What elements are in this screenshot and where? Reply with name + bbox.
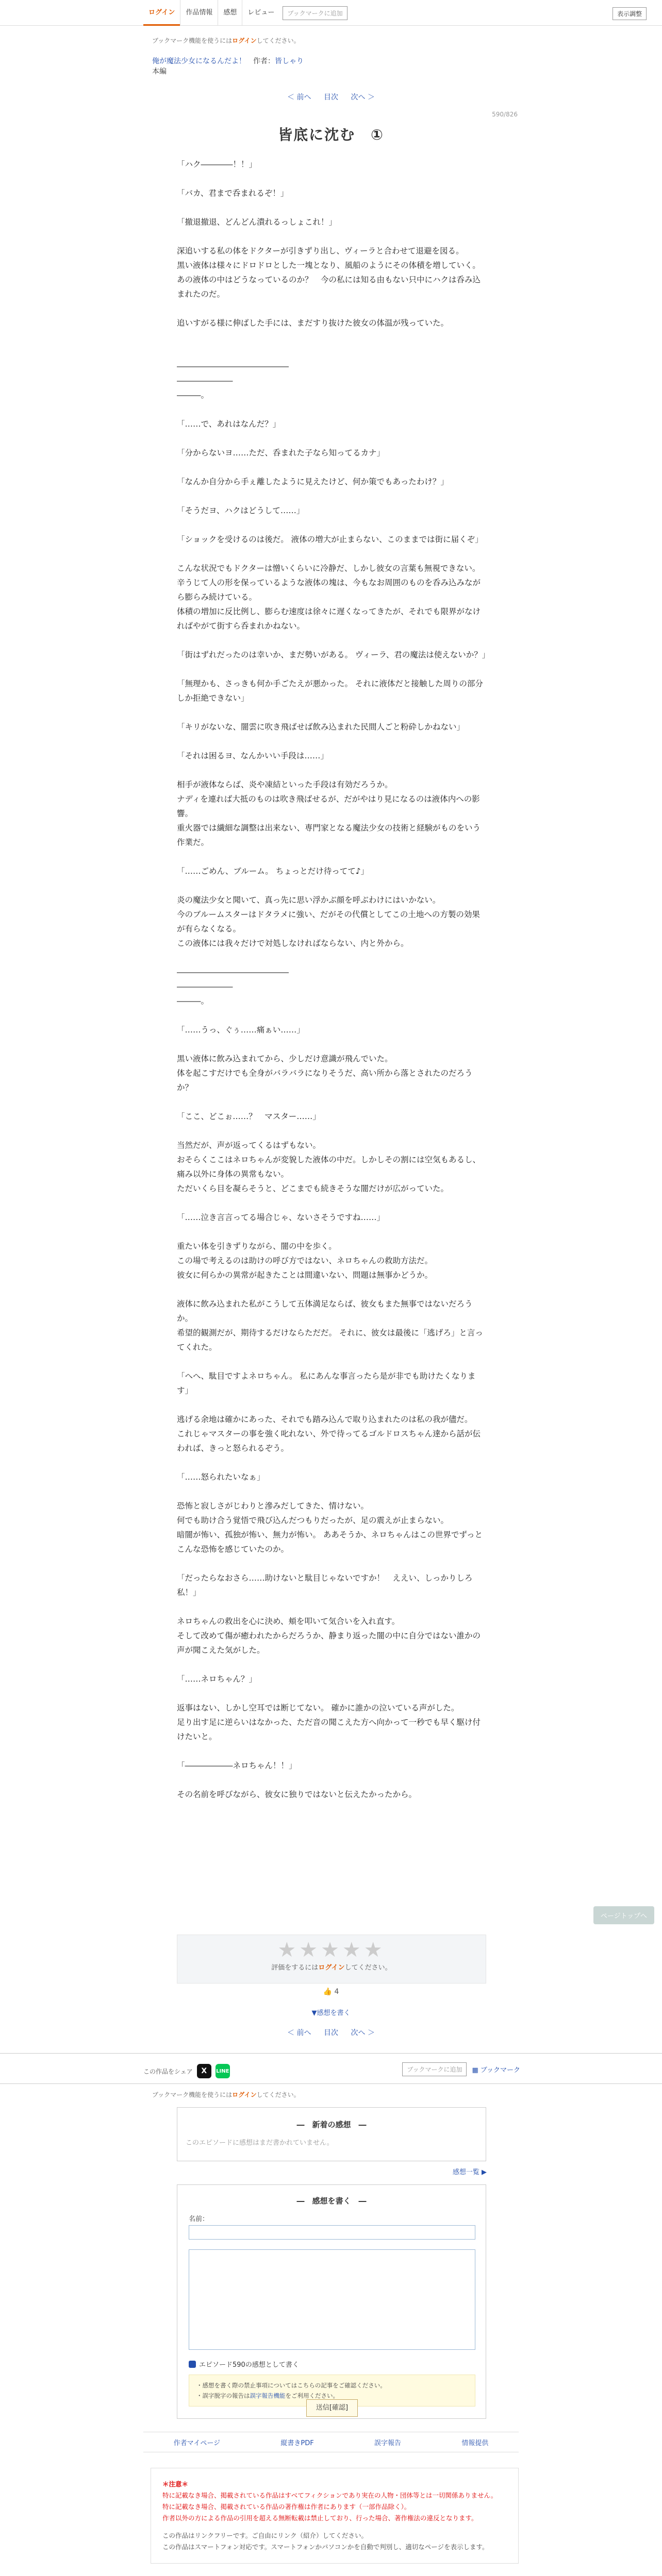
body-line: ―――――――――――――― [177, 968, 289, 977]
body-line: ―――。 [177, 996, 209, 1006]
rating-notice [177, 1962, 486, 1972]
impression-textarea[interactable] [189, 2249, 475, 2350]
caution-line-1: 特に記載なき場合、掲載されている作品はすべてフィクションであり実在の人物・団体等とは一切関係ありません。 [162, 2492, 498, 2499]
body-line [177, 172, 486, 186]
body-line [177, 662, 486, 676]
body-line: 辛うじて人の形を保っているような液体の塊は、今もなお周囲のものを呑み込みながら膨らみ続けている。 [177, 578, 481, 602]
body-line: ――――――― [177, 982, 233, 991]
body-line [177, 431, 486, 446]
body-line [177, 200, 486, 215]
new-impressions-box [177, 2107, 486, 2161]
checkbox-icon[interactable] [189, 2361, 196, 2368]
bookmark-add-button[interactable]: ブックマークに追加 [283, 6, 347, 20]
review-link[interactable]: レビュー [242, 0, 279, 26]
body-line: 「キリがないな、闇雲に吹き飛ばせば飲み込まれた民間人ごと粉砕しかねない」 [177, 722, 465, 732]
body-line: あの液体の中はどうなっているのか？ 今の私には知る由もない只中にハクは呑み込まれたのだ。 [177, 275, 481, 299]
kansou-link[interactable]: 感想 [218, 0, 242, 26]
body-line: これじゃマスターの事を強く叱れない、外で待ってるゴルドロスちゃん達から話が伝われば、きっと怒られるぞう。 [177, 1429, 481, 1453]
body-line: 「……怒られたいなぁ」 [177, 1472, 265, 1482]
body-line [177, 1196, 486, 1210]
body-line: 重火器では繊細な調整は出来ない、専門家となる魔法少女の技術と経験がものをいう作業だ。 [177, 823, 481, 847]
episode-check[interactable] [189, 2359, 299, 2369]
body-line: この液体には我々だけで対処しなければならない、内と外から。 [177, 939, 409, 948]
display-settings-button[interactable]: 表示調整 [613, 7, 647, 20]
body-line: ――――――― [177, 376, 233, 385]
body-line [177, 345, 486, 359]
info-provide-link[interactable]: 情報提供 [461, 2439, 489, 2447]
body-line: ネロちゃんの救出を心に決め、頬を叩いて気合いを入れ直す。 [177, 1617, 400, 1626]
next-link[interactable]: 次へ ＞ [351, 93, 375, 101]
body-line: 「街はずれだったのは幸いか、まだ勢いがある。 ヴィーラ、君の魔法は使えないか？」 [177, 650, 490, 659]
body-line: 追いすがる様に伸ばした手には、まだすり抜けた彼女の体温が残っていた。 [177, 318, 449, 328]
rating-text-after: してください。 [344, 1964, 392, 1972]
novel-body [177, 157, 490, 1802]
notice-text-after: してください。 [256, 37, 300, 44]
body-line [177, 734, 486, 749]
body-line: 「……ネロちゃん？」 [177, 1674, 257, 1684]
body-line: 返事はない、しかし空耳では断じてない。 確かに誰かの泣いている声がした。 [177, 1703, 459, 1713]
body-line: この場で考えるのは助けの呼び方ではない、ネロちゃんの救助方法だ。 [177, 1256, 433, 1265]
episode-title: 皆底に沈む ① [278, 126, 384, 143]
caution-head: ＊注意＊ [162, 2480, 189, 2488]
body-line: 「……泣き言言ってる場合じゃ、ないさそうですね……」 [177, 1213, 385, 1222]
body-line: 深追いする私の体をドクターが引きずり出し、ヴィーラと合わせて退避を図る。 [177, 246, 464, 256]
name-field[interactable] [189, 2225, 475, 2240]
typo-report-footer-link[interactable]: 誤字報告 [374, 2439, 402, 2447]
body-line: 「そうだヨ、ハクはどうして……」 [177, 506, 305, 515]
notice-bottom-text: ブックマーク機能を使うには [152, 2091, 233, 2098]
body-line: 足り出す足に逆らいはなかった、ただ音の聞こえた方へ向かって一秒でも早く駆け付けたいと。 [177, 1718, 481, 1741]
body-line: 暗闇が怖い、孤独が怖い、無力が怖い。 ああそうか、ネロちゃんはこの世界でずっとこんな恐怖を感じていたのか。 [177, 1530, 483, 1554]
rating-box [177, 1935, 486, 1984]
body-line [177, 301, 486, 316]
body-line: 「撤退撤退、どんどん潰れるっしょこれ！」 [177, 217, 337, 227]
notice-line-1: ・感想を書く際の禁止事項についてはこちらの記事をご確認ください。 [196, 2382, 386, 2389]
write-impression-box [177, 2184, 486, 2419]
body-line [177, 547, 486, 561]
new-impressions-title: ― 新着の感想 ― [296, 2120, 367, 2129]
notice-line-2-after: をご利用ください。 [285, 2392, 339, 2399]
prev-link-bottom[interactable]: ＜ 前へ [287, 2029, 311, 2037]
login-link[interactable]: ログイン [143, 0, 180, 26]
rating-login-link[interactable]: ログイン [318, 1964, 345, 1972]
like-button[interactable] [0, 1988, 662, 1996]
body-line [177, 1354, 486, 1369]
body-line: 希望的観測だが、期待するだけならただだ。 それに、彼女は最後に「逃げろ」と言ってくれた。 [177, 1328, 483, 1352]
body-line: 「……で、あれはなんだ？」 [177, 419, 281, 429]
bookmark-label: ブックマーク [480, 2066, 520, 2074]
body-line: ―――。 [177, 391, 209, 400]
body-line [177, 705, 486, 720]
body-line: その名前を呼びながら、彼女に独りではないと伝えたかったから。 [177, 1790, 417, 1799]
body-line: 彼女に何らかの異常が起きたことは間違いない、問題は無事かどうか。 [177, 1270, 433, 1280]
body-line: 「バカ、君まで呑まれるぞ！」 [177, 189, 289, 198]
body-line [177, 489, 486, 503]
body-line [177, 1095, 486, 1109]
body-line: ただいくら目を凝らそうと、どこまでも続きそうな闇だけが広がっていた。 [177, 1184, 449, 1193]
bookmark-add-button-bottom[interactable]: ブックマークに追加 [402, 2062, 467, 2076]
body-line: おそらくここはネロちゃんが変貌した液体の中だ。しかしその割には空気もあるし、痛み以外に身体の異常もない。 [177, 1155, 481, 1179]
body-line: 恐怖と寂しさがじわりと滲みだしてきた、情けない。 [177, 1501, 369, 1511]
body-line [177, 1686, 486, 1701]
body-line: ―――――――――――――― [177, 362, 289, 371]
body-line [177, 1398, 486, 1412]
body-line: こんな状況でもドクターは憎いくらいに冷静だ、しかし彼女の言葉も無視できない。 [177, 564, 481, 573]
body-line: そして改めて傷が癒われたからだろうか、静まり返った闇の中に自分ではない誰かの声が聞こえた気がした。 [177, 1631, 481, 1655]
footer-links [143, 2432, 519, 2452]
body-line: ナディを連れば大抵のものは吹き飛ばせるが、だがやはり見になるのは液体内への影響。 [177, 794, 480, 818]
impressions-list-link[interactable]: 感想一覧 ▶ [452, 2168, 487, 2176]
index-link[interactable]: 目次 [324, 93, 338, 101]
body-line: 「へへ、駄目ですよネロちゃん。 私にあんな事言ったら是が非でも助けたくなります」 [177, 1371, 476, 1395]
episode-nav-bottom [0, 2027, 662, 2038]
body-line: 「――――――ネロちゃん！！」 [177, 1761, 297, 1770]
body-line [177, 1037, 486, 1052]
submit-button[interactable]: 送信[確認] [306, 2399, 358, 2417]
rating-stars[interactable]: ★★★★★ [277, 1938, 386, 1962]
body-line [177, 1008, 486, 1023]
notice-line-2-before: ・誤字脱字の報告は [196, 2392, 250, 2399]
caution-smartphone: この作品はスマートフォン対応です。スマートフォンかパソコンかを自動で判別し、適切なページを表示します。 [162, 2543, 489, 2551]
bookmark-link[interactable]: ▦ ブックマーク [472, 2066, 520, 2074]
body-line: 「なんか自分から手ぇ離したように見えたけど、何か策でもあったわけ？」 [177, 477, 449, 486]
body-line [177, 878, 486, 893]
body-line [177, 1225, 486, 1239]
author-mypage-link[interactable]: 作者マイページ [173, 2439, 221, 2447]
chapter-label: 本編 [152, 67, 167, 76]
episode-check-label: エピソード590の感想として書く [199, 2361, 299, 2369]
body-line [177, 1484, 486, 1499]
no-impressions-text: このエピソードに感想はまだ書かれていません。 [186, 2139, 334, 2147]
notice-login-link[interactable]: ログイン [232, 37, 257, 44]
body-line [177, 1124, 486, 1138]
caution-line-2: 特に記載なき場合、掲載されている作品の著作権は作者にあります（一部作品除く）。 [162, 2503, 411, 2511]
body-line: 「ハク――――！！」 [177, 160, 257, 169]
caution-line-3: 作者以外の方による作品の引用を超える無断転載は禁止しており、行った場合、著作権法の違反となります。 [162, 2514, 478, 2522]
body-line: 炎の魔法少女と聞いて、真っ先に思い浮かぶ顔を呼ぶわけにはいかない。 [177, 895, 441, 905]
thumbs-up-icon: 👍 [323, 1988, 333, 1996]
like-count: 4 [334, 1988, 339, 1996]
top-bar [0, 0, 662, 26]
name-label: 名前： [189, 2215, 209, 2223]
body-line: 「……うっ、ぐぅ……痛ぁい……」 [177, 1025, 305, 1035]
bookmark-login-notice-bottom [152, 2090, 300, 2099]
body-line [177, 1282, 486, 1297]
share-label: この作品をシェア [143, 2067, 193, 2075]
x-share-icon[interactable]: X [197, 2064, 211, 2078]
body-line [177, 850, 486, 864]
body-line [177, 229, 486, 244]
caution-link-free: この作品はリンクフリーです。ご自由にリンク（紹介）してください。 [162, 2532, 368, 2539]
notice-bottom-text-after: してください。 [256, 2091, 300, 2098]
notice-text: ブックマーク機能を使うには [152, 37, 233, 44]
next-link-bottom[interactable]: 次へ ＞ [351, 2029, 375, 2037]
index-link-bottom[interactable]: 目次 [324, 2029, 338, 2037]
body-line [177, 518, 486, 532]
body-line [177, 460, 486, 474]
author-link[interactable]: 皆しゃり [275, 57, 304, 65]
notice-bottom-login-link[interactable]: ログイン [232, 2091, 257, 2098]
page-top-button[interactable]: ページトップへ [593, 1906, 654, 1924]
body-line: 今のブルームスターはドタラメに強い、だがその代償としてこの土地への方製の効果が有らなくなる。 [177, 910, 480, 934]
typo-report-link[interactable]: 誤字報告機能 [250, 2392, 286, 2399]
body-line [177, 951, 486, 965]
vertical-pdf-link[interactable]: 縦書きPDF [280, 2439, 314, 2447]
body-line [177, 402, 486, 417]
prev-link[interactable]: ＜ 前へ [287, 93, 311, 101]
body-line: 何でも助け合う覚悟で飛び込んだつもりだったが、足の震えが止まらない。 [177, 1516, 449, 1525]
rating-text: 評価をするには [271, 1964, 319, 1972]
series-header [152, 56, 304, 66]
body-line [177, 1600, 486, 1614]
episode-nav-top [0, 92, 662, 102]
caution-box [151, 2468, 519, 2564]
body-line: 「ショックを受けるのは後だ。 液体の増大が止まらない、このままでは街に届くぞ」 [177, 535, 483, 544]
body-line [177, 633, 486, 648]
body-line [177, 763, 486, 777]
body-line: 液体に飲み込まれた私がこうして五体満足ならば、彼女もまた無事ではないだろうか。 [177, 1299, 473, 1323]
line-share-icon[interactable]: LINE [216, 2064, 230, 2078]
body-line: 「それは困るヨ、なんかいい手段は……」 [177, 751, 328, 760]
body-line: 体を起こすだけでも全身がバラバラになりそうだ、高い所から落とされたのだろうか？ [177, 1069, 473, 1092]
write-impression-title: ― 感想を書く ― [296, 2196, 367, 2206]
body-line [177, 1744, 486, 1758]
body-line: 体積の増加に反比例し、膨らむ速度は徐々に遅くなってきたが、それでも限界がなければやがて街すら呑まれかねない。 [177, 607, 481, 631]
bookmark-login-notice [152, 36, 300, 45]
work-info-link[interactable]: 作品情報 [180, 0, 218, 26]
body-line: 「だったらなおさら……助けないと駄目じゃないですか！ ええい、しっかりしろ私！」 [177, 1573, 473, 1597]
body-line [177, 1773, 486, 1787]
body-line: 「分からないヨ……ただ、呑まれた子なら知ってるカナ」 [177, 448, 385, 457]
body-line: 逃げる余地は確かにあった、それでも踏み込んで取り込まれたのは私の我が儘だ。 [177, 1415, 473, 1424]
share-bar [0, 2053, 662, 2084]
body-line [177, 330, 486, 345]
author-label: 作者： [253, 57, 275, 65]
body-line: 「無理かも、さっきも何か手ごたえが悪かった。 それに液体だと接触した周りの部分しか拒絶できない」 [177, 679, 483, 703]
body-line: 「ここ、どこぉ……？ マスター……」 [177, 1112, 321, 1121]
episode-number: 590/826 [492, 111, 518, 118]
body-line [177, 1657, 486, 1672]
body-line: 黒い液体は様々にドロドロとした一塊となり、風船のようにその体積を増していく。 [177, 261, 481, 270]
body-line [177, 1556, 486, 1571]
body-line: 「……ごめん、ブルーム。 ちょっとだけ待ってて♪」 [177, 867, 369, 876]
body-line [177, 1455, 486, 1470]
body-line: 黒い液体に飲み込まれてから、少しだけ意識が飛んでいた。 [177, 1054, 393, 1063]
body-line: 当然だが、声が返ってくるはずもない。 [177, 1141, 321, 1150]
body-line: 重たい体を引きずりながら、闇の中を歩く。 [177, 1242, 337, 1251]
write-kansou-link[interactable]: ▼感想を書く [311, 2009, 351, 2017]
body-line: 相手が液体ならば、炎や凍結といった手段は有効だろうか。 [177, 780, 393, 789]
series-title-link[interactable]: 俺が魔法少女になるんだよ！ [152, 57, 246, 65]
